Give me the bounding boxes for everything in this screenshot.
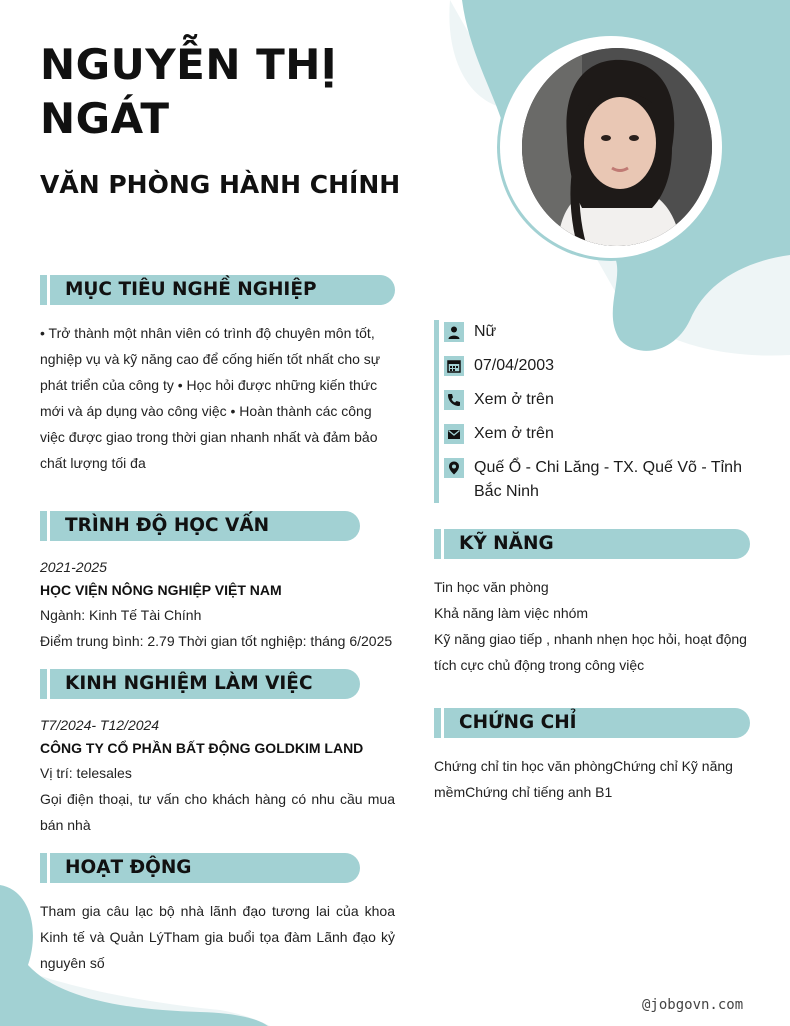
birthday-value: 07/04/2003 (474, 357, 555, 374)
contact-accent-bar (434, 320, 439, 503)
objective-text: • Trở thành một nhân viên có trình độ chuyên môn tốt, nghiệp vụ và kỹ năng cao để cống hiến tốt nhất cho sự phát triển của công ty • Học hỏi được những kiến thức mới và áp dụng vào công việc • Hoàn thành các công việc được giao trong thời gian nhanh nhất và đảm bảo chất lượng tối đa (40, 325, 381, 471)
experience-period: T7/2024- T12/2024 (40, 717, 160, 733)
skills-section-header (434, 529, 750, 559)
skills-list (434, 574, 750, 678)
objective-title: MỤC TIÊU NGHỀ NGHIỆP (65, 279, 317, 300)
contact-phone (444, 390, 554, 412)
certificates-text: Chứng chỉ tin học văn phòngChứng chỉ Kỹ năng mềmChứng chỉ tiếng anh B1 (434, 758, 733, 800)
name-line-1: NGUYỄN THỊ (40, 40, 338, 89)
location-pin-icon (444, 458, 464, 478)
experience-title: KINH NGHIỆM LÀM VIỆC (65, 673, 313, 694)
person-icon (444, 322, 464, 342)
phone-value: Xem ở trên (474, 391, 554, 408)
certificates-title: CHỨNG CHỈ (459, 712, 577, 733)
activities-section-header (40, 853, 360, 883)
portrait-image (522, 48, 712, 246)
education-period: 2021-2025 (40, 559, 107, 575)
skill-item: Khả năng làm việc nhóm (434, 605, 589, 621)
contact-address (444, 458, 754, 504)
watermark-text: @jobgovn.com (642, 997, 744, 1013)
contact-gender (444, 322, 496, 344)
skill-item: Kỹ năng giao tiếp , nhanh nhẹn học hỏi, hoạt động tích cực chủ động trong công việc (434, 631, 747, 673)
avatar (522, 48, 712, 246)
certificates-section-header (434, 708, 750, 738)
skill-item: Tin học văn phòng (434, 579, 549, 595)
experience-section-header (40, 669, 360, 699)
education-school: HỌC VIỆN NÔNG NGHIỆP VIỆT NAM (40, 582, 282, 598)
experience-description: Gọi điện thoại, tư vấn cho khách hàng có nhu cầu mua bán nhà (40, 791, 395, 833)
gender-value: Nữ (474, 323, 497, 340)
education-gpa: Điểm trung bình: 2.79 Thời gian tốt nghiệp: tháng 6/2025 (40, 633, 393, 649)
name-line-2: NGÁT (40, 94, 170, 143)
experience-company: CÔNG TY CỔ PHẦN BẤT ĐỘNG GOLDKIM LAND (40, 740, 364, 756)
experience-position: Vị trí: telesales (40, 765, 132, 781)
activities-text: Tham gia câu lạc bộ nhà lãnh đạo tương lai của khoa Kinh tế và Quản LýTham gia buổi tọa đàm Lãnh đạo kỷ nguyên số (40, 903, 395, 971)
avatar-frame (500, 36, 722, 258)
mail-icon (444, 424, 464, 444)
education-section-header (40, 511, 360, 541)
candidate-name (40, 38, 337, 146)
objective-section-header (40, 275, 395, 305)
address-value: Quế Ổ - Chi Lăng - TX. Quế Võ - Tỉnh Bắc Ninh (474, 459, 742, 500)
email-value: Xem ở trên (474, 425, 554, 442)
contact-birthday (444, 356, 554, 378)
activities-title: HOẠT ĐỘNG (65, 857, 192, 878)
phone-icon (444, 390, 464, 410)
skills-title: KỸ NĂNG (459, 533, 554, 554)
education-title: TRÌNH ĐỘ HỌC VẤN (65, 515, 270, 536)
education-major: Ngành: Kinh Tế Tài Chính (40, 607, 202, 623)
job-title: VĂN PHÒNG HÀNH CHÍNH (40, 170, 401, 199)
calendar-icon (444, 356, 464, 376)
contact-email (444, 424, 554, 446)
